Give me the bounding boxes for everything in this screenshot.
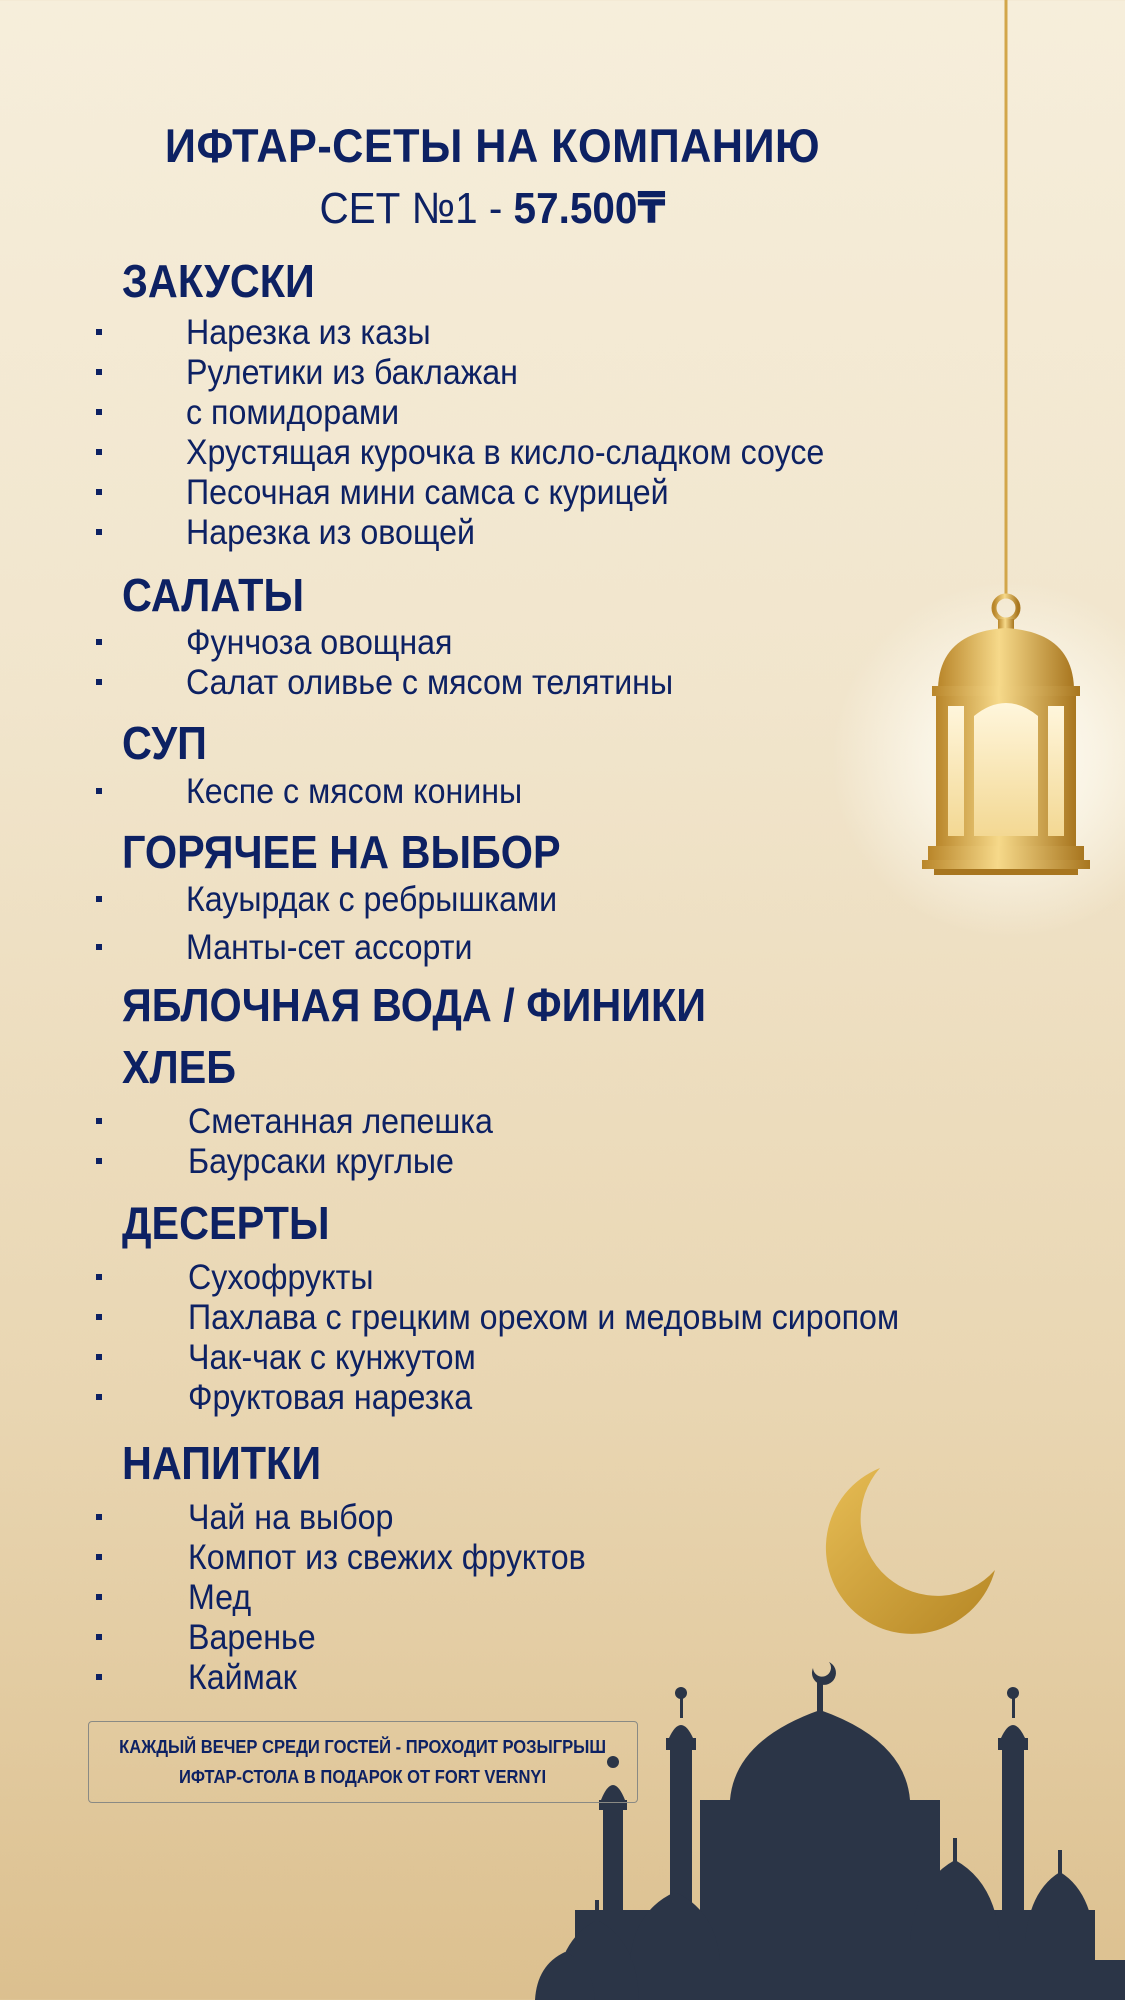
list-item: Нарезка из казы xyxy=(0,313,1000,353)
bullet-icon xyxy=(96,1674,102,1680)
bullet-icon xyxy=(96,1118,102,1124)
section-title-apple-water-dates: ЯБЛОЧНАЯ ВОДА / ФИНИКИ xyxy=(122,979,707,1031)
bullet-icon xyxy=(96,529,102,535)
section-title-desserts: ДЕСЕРТЫ xyxy=(122,1197,330,1249)
bullet-icon xyxy=(96,1158,102,1164)
set-label: СЕТ №1 - xyxy=(319,184,514,233)
list-item: Манты-сет ассорти xyxy=(0,928,1000,968)
set-price: 57.500₸ xyxy=(513,184,666,233)
bullet-icon xyxy=(96,369,102,375)
bullet-icon xyxy=(96,639,102,645)
page-title: ИФТАР-СЕТЫ НА КОМПАНИЮ xyxy=(164,119,821,172)
bullet-icon xyxy=(96,409,102,415)
bullet-icon xyxy=(96,944,102,950)
list-item: Кеспе с мясом конины xyxy=(0,772,1000,812)
bullet-icon xyxy=(96,1594,102,1600)
list-item: Фруктовая нарезка xyxy=(0,1378,1000,1418)
section-title-bread: ХЛЕБ xyxy=(122,1041,237,1093)
list-item: Мед xyxy=(0,1578,1000,1618)
list-item: Чак-чак с кунжутом xyxy=(0,1338,1000,1378)
list-item: Салат оливье с мясом телятины xyxy=(0,663,1000,703)
bullet-icon xyxy=(96,679,102,685)
section-title-salads: САЛАТЫ xyxy=(122,569,304,621)
list-item: Каймак xyxy=(0,1658,1000,1698)
promo-notice xyxy=(88,1721,638,1803)
list-item: Баурсаки круглые xyxy=(0,1142,1000,1182)
list-item: Сухофрукты xyxy=(0,1258,1000,1298)
list-item: Варенье xyxy=(0,1618,1000,1658)
bullet-icon xyxy=(96,788,102,794)
bullet-icon xyxy=(96,1634,102,1640)
bullet-icon xyxy=(96,1514,102,1520)
bullet-icon xyxy=(96,1314,102,1320)
bullet-icon xyxy=(96,896,102,902)
list-item: Сметанная лепешка xyxy=(0,1102,1000,1142)
promo-notice-line-2: ИФТАР-СТОЛА В ПОДАРОК ОТ FORT VERNYI xyxy=(179,1767,547,1787)
list-item: Фунчоза овощная xyxy=(0,623,1000,663)
list-item: Кауырдак с ребрышками xyxy=(0,880,1000,920)
bullet-icon xyxy=(96,1354,102,1360)
list-item: Нарезка из овощей xyxy=(0,513,1000,553)
list-item: Рулетики из баклажан xyxy=(0,353,1000,393)
bullet-icon xyxy=(96,1394,102,1400)
list-item: с помидорами xyxy=(0,393,1000,433)
list-item: Пахлава с грецким орехом и медовым сиропом xyxy=(0,1298,1000,1338)
list-item: Хрустящая курочка в кисло-сладком соусе xyxy=(0,433,1000,473)
list-item: Чай на выбор xyxy=(0,1498,1000,1538)
bullet-icon xyxy=(96,449,102,455)
list-item: Песочная мини самса с курицей xyxy=(0,473,1000,513)
bullet-icon xyxy=(96,1554,102,1560)
list-item: Компот из свежих фруктов xyxy=(0,1538,1000,1578)
section-title-drinks: НАПИТКИ xyxy=(122,1437,322,1489)
section-title-soup: СУП xyxy=(122,717,207,769)
section-title-hot-dishes: ГОРЯЧЕЕ НА ВЫБОР xyxy=(122,826,561,878)
promo-notice-line-1: КАЖДЫЙ ВЕЧЕР СРЕДИ ГОСТЕЙ - ПРОХОДИТ РОЗЫГРЫШ xyxy=(119,1737,607,1757)
bullet-icon xyxy=(96,1274,102,1280)
bullet-icon xyxy=(96,329,102,335)
section-title-appetizers: ЗАКУСКИ xyxy=(122,255,315,307)
bullet-icon xyxy=(96,489,102,495)
